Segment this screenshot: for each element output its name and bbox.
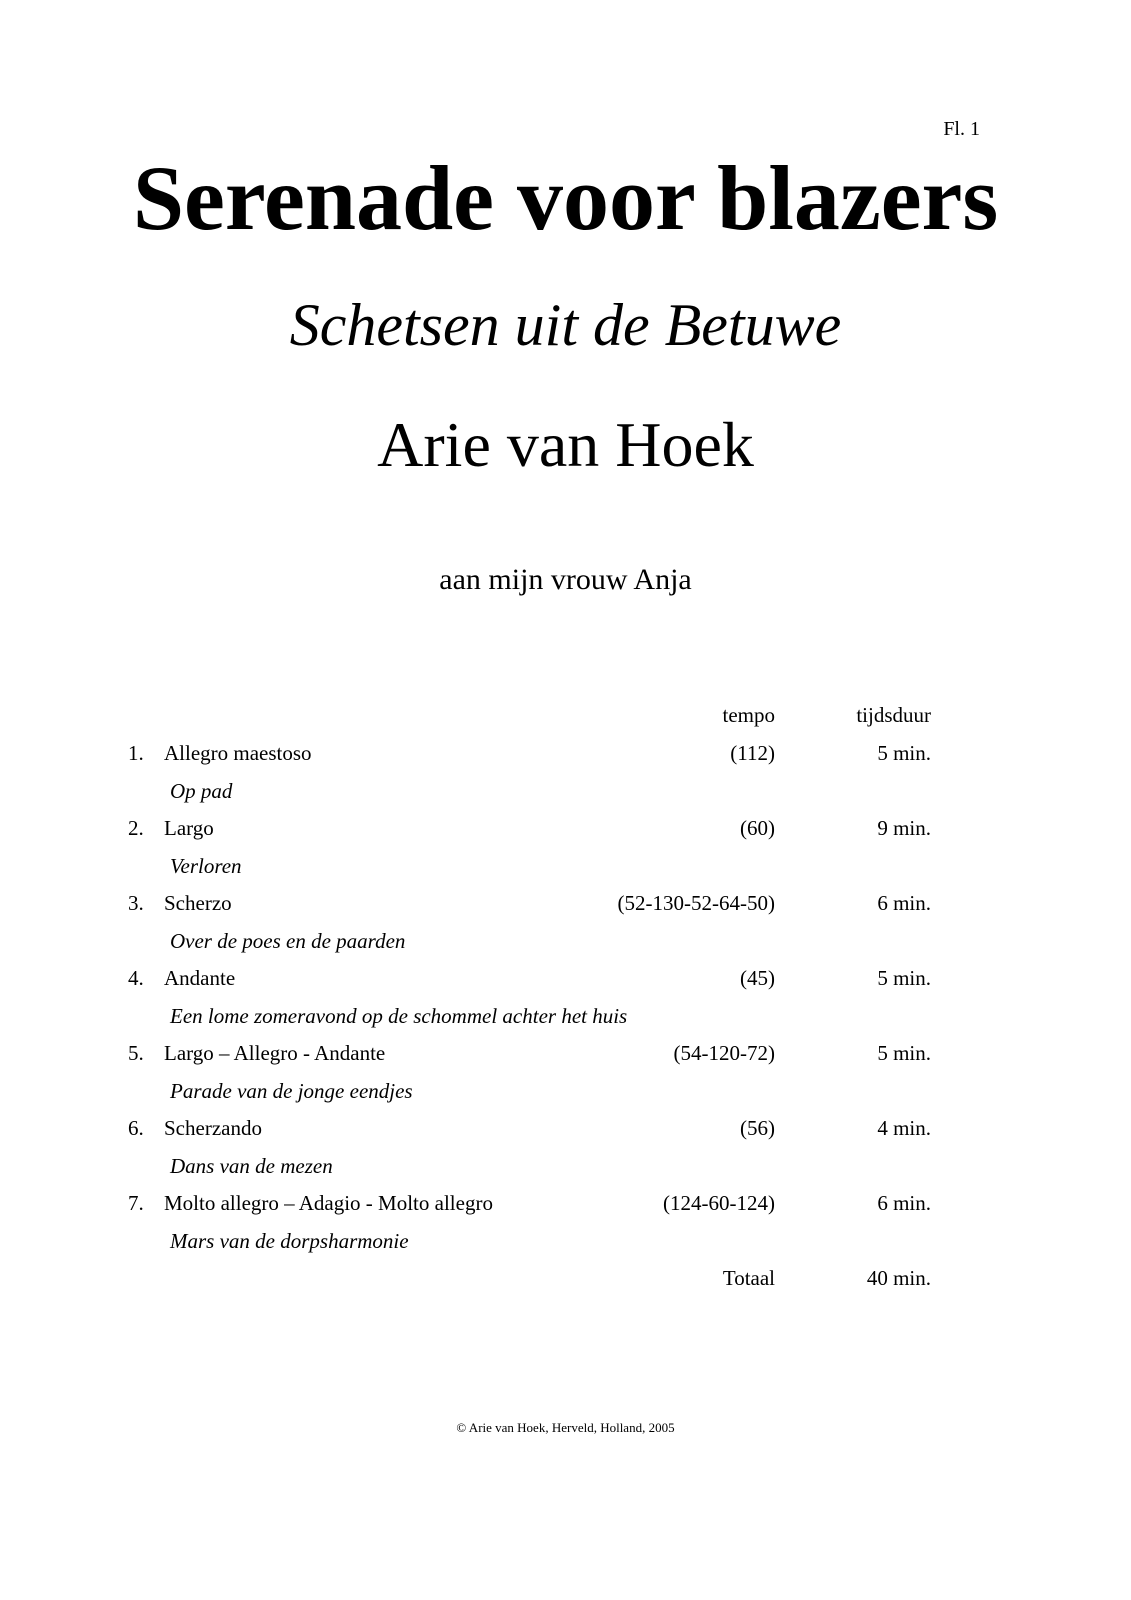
movement-subtitle-row [0,778,1131,815]
movement-number: 7. [128,1191,144,1215]
movement-number: 3. [128,891,144,915]
movement-duration: 5 min. [877,966,931,990]
movement-table [0,702,1131,1303]
movement-duration: 9 min. [877,816,931,840]
movement-number: 1. [128,741,144,765]
movement-name: Molto allegro – Adagio - Molto allegro [164,1191,493,1215]
page-title: Serenade voor blazers [132,147,999,249]
movement-name: Scherzando [164,1116,262,1140]
movement-row [0,1190,1131,1228]
movement-subtitle-row [0,1153,1131,1190]
total-row [0,1265,1131,1303]
movement-subtitle: Op pad [170,779,233,803]
movement-subtitle: Dans van de mezen [170,1154,333,1178]
movement-subtitle-row [0,1228,1131,1265]
movement-tempo: (112) [730,741,775,765]
movement-name: Largo [164,816,214,840]
movement-duration: 6 min. [877,891,931,915]
movement-subtitle: Verloren [170,854,242,878]
total-duration: 40 min. [866,1266,931,1290]
movement-subtitle: Over de poes en de paarden [170,929,406,953]
movement-subtitle-row [0,1078,1131,1115]
movement-subtitle-row [0,928,1131,965]
movement-row [0,890,1131,928]
movement-row [0,965,1131,1003]
movement-subtitle-row [0,1003,1131,1040]
movement-tempo: (45) [740,966,775,990]
movement-row [0,740,1131,778]
movement-tempo: (52-130-52-64-50) [617,891,775,915]
movement-tempo: (54-120-72) [673,1041,775,1065]
duration-header: tijdsduur [856,703,931,727]
movement-number: 6. [128,1116,144,1140]
movement-duration: 5 min. [877,1041,931,1065]
table-header [0,702,1131,740]
movement-row [0,1115,1131,1153]
dedication: aan mijn vrouw Anja [439,563,692,596]
movement-row [0,1040,1131,1078]
movement-duration: 4 min. [877,1116,931,1140]
movement-number: 5. [128,1041,144,1065]
movement-name: Scherzo [164,891,232,915]
page-subtitle: Schetsen uit de Betuwe [289,292,842,358]
tempo-header: tempo [722,703,775,727]
movement-subtitle: Parade van de jonge eendjes [170,1079,413,1103]
movement-subtitle-row [0,853,1131,890]
movement-name: Andante [164,966,236,990]
movement-subtitle: Een lome zomeravond op de schommel achter het huis [170,1004,628,1028]
movement-name: Allegro maestoso [164,741,312,765]
movement-name: Largo – Allegro - Andante [164,1041,386,1065]
movement-tempo: (60) [740,816,775,840]
movement-tempo: (124-60-124) [663,1191,775,1215]
movement-duration: 5 min. [877,741,931,765]
part-label: Fl. 1 [943,118,980,140]
movement-duration: 6 min. [877,1191,931,1215]
total-label: Totaal [722,1266,775,1290]
movement-number: 2. [128,816,144,840]
composer-name: Arie van Hoek [377,409,754,480]
movement-number: 4. [128,966,144,990]
movement-row [0,815,1131,853]
movement-tempo: (56) [740,1116,775,1140]
movement-subtitle: Mars van de dorpsharmonie [170,1229,409,1253]
copyright-notice: © Arie van Hoek, Herveld, Holland, 2005 [456,1420,675,1435]
